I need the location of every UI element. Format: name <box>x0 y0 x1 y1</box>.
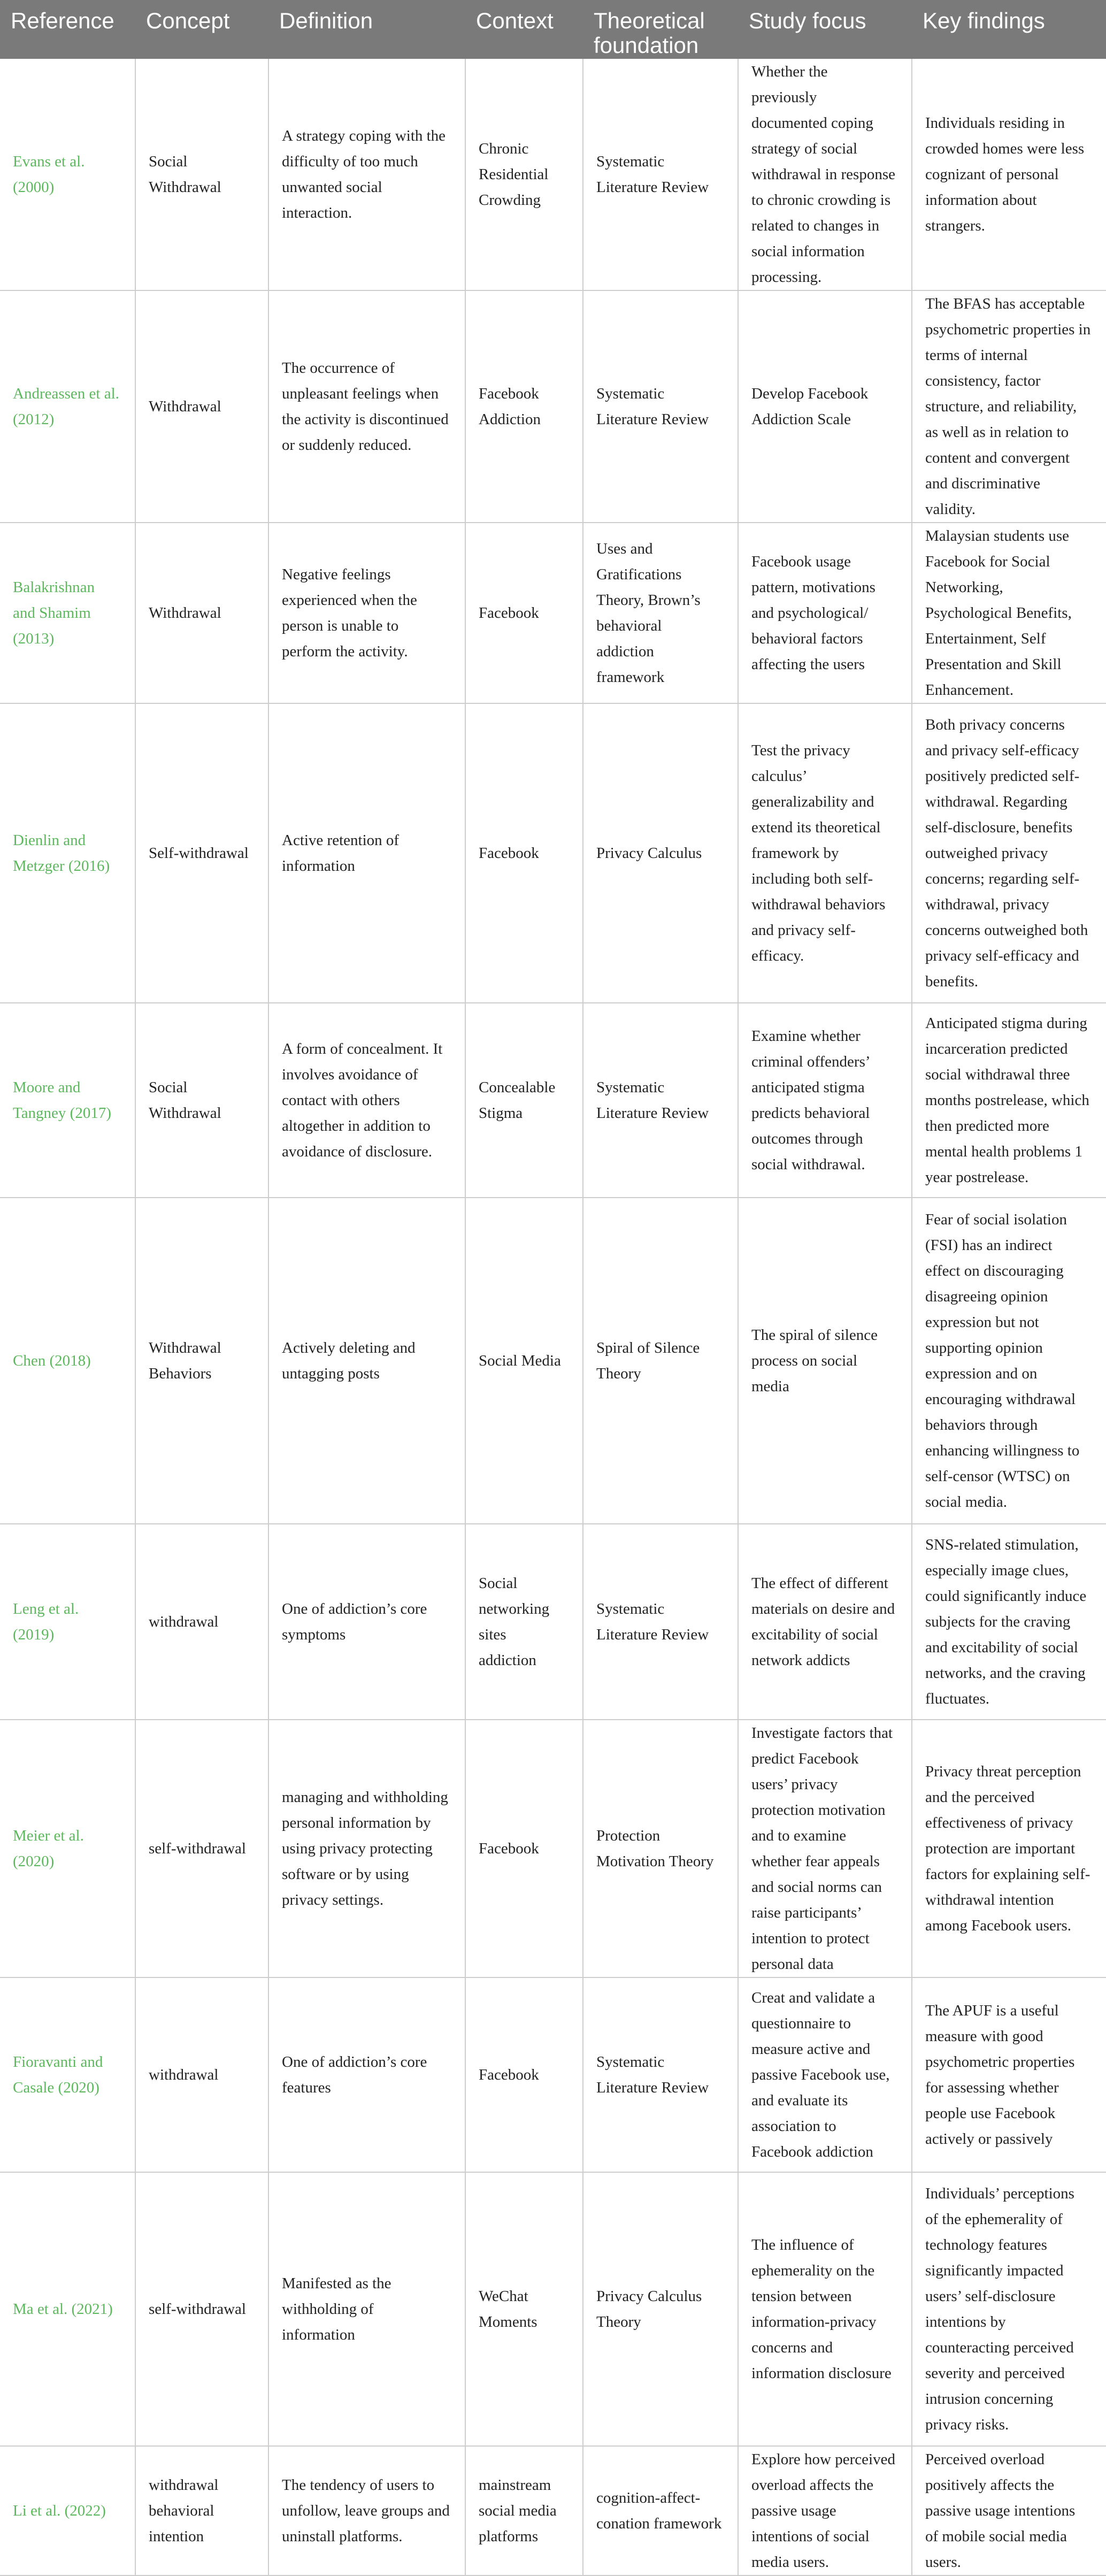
definition-cell: One of addiction’s core symptoms <box>268 1524 465 1720</box>
definition-cell: The occurrence of unpleasant feelings when the activity is discontinued or suddenly reduced. <box>268 290 465 523</box>
key-findings-cell: The BFAS has acceptable psychometric properties in terms of internal consistency, factor structure, and reliability, as well as in relation to content and convergent and discriminative validity. <box>912 290 1106 523</box>
key-findings-cell: Privacy threat perception and the perceived effectiveness of privacy protection are important factors for explaining self-withdrawal intention among Facebook users. <box>912 1720 1106 1977</box>
table-body <box>0 59 1106 2575</box>
concept-cell: Social Withdrawal <box>135 1003 268 1198</box>
key-findings-cell: Anticipated stigma during incarceration predicted social withdrawal three months postrelease, which then predicted more mental health problems 1 year postrelease. <box>912 1003 1106 1198</box>
table-row <box>0 2172 1106 2446</box>
table-row <box>0 59 1106 290</box>
foundation-cell: Systematic Literature Review <box>583 290 738 523</box>
reference-link[interactable]: Leng et al. (2019) <box>0 1524 135 1720</box>
context-cell: mainstream social media platforms <box>465 2446 583 2575</box>
concept-cell: withdrawal behavioral intention <box>135 2446 268 2575</box>
context-cell: Facebook <box>465 523 583 703</box>
study-focus-cell: Investigate factors that predict Facebook users’ privacy protection motivation and to examine whether fear appeals and social norms can raise participants’ intention to protect personal data <box>738 1720 912 1977</box>
table-row <box>0 1720 1106 1977</box>
study-focus-cell: Facebook usage pattern, motivations and psychological/ behavioral factors affecting the users <box>738 523 912 703</box>
reference-link[interactable]: Fioravanti and Casale (2020) <box>0 1977 135 2172</box>
definition-cell: The tendency of users to unfollow, leave groups and uninstall platforms. <box>268 2446 465 2575</box>
study-focus-cell: Whether the previously documented coping strategy of social withdrawal in response to chronic crowding is related to changes in social information processing. <box>738 59 912 290</box>
concept-cell: withdrawal <box>135 1524 268 1720</box>
concept-cell: Withdrawal <box>135 523 268 703</box>
key-findings-cell: Individuals’ perceptions of the ephemerality of technology features significantly impacted users’ self-disclosure intentions by counteracting perceived severity and perceived intrusion concerning privacy risks. <box>912 2172 1106 2446</box>
key-findings-cell: SNS-related stimulation, especially image clues, could significantly induce subjects for the craving and excitability of social networks, and the craving fluctuates. <box>912 1524 1106 1720</box>
foundation-cell: cognition-affect-conation framework <box>583 2446 738 2575</box>
table-row <box>0 1524 1106 1720</box>
table-row <box>0 1198 1106 1524</box>
key-findings-cell: Fear of social isolation (FSI) has an indirect effect on discouraging disagreeing opinion expression but not supporting opinion expression and on encouraging withdrawal behaviors through enhancing willingness to self-censor (WTSC) on social media. <box>912 1198 1106 1524</box>
concept-cell: Social Withdrawal <box>135 59 268 290</box>
foundation-cell: Systematic Literature Review <box>583 59 738 290</box>
study-focus-cell: Explore how perceived overload affects the passive usage intentions of social media users. <box>738 2446 912 2575</box>
concept-cell: withdrawal <box>135 1977 268 2172</box>
reference-link[interactable]: Andreassen et al. (2012) <box>0 290 135 523</box>
study-focus-cell: Test the privacy calculus’ generalizability and extend its theoretical framework by including both self-withdrawal behaviors and privacy self-efficacy. <box>738 703 912 1003</box>
header-context: Context <box>476 8 554 33</box>
context-cell: Facebook Addiction <box>465 290 583 523</box>
foundation-cell: Spiral of Silence Theory <box>583 1198 738 1524</box>
context-cell: Social Media <box>465 1198 583 1524</box>
definition-cell: Actively deleting and untagging posts <box>268 1198 465 1524</box>
key-findings-cell: Perceived overload positively affects the passive usage intentions of mobile social media users. <box>912 2446 1106 2575</box>
reference-link[interactable]: Ma et al. (2021) <box>0 2172 135 2446</box>
reference-link[interactable]: Balakrishnan and Shamim (2013) <box>0 523 135 703</box>
header-definition: Definition <box>279 8 373 33</box>
definition-cell: A form of concealment. It involves avoidance of contact with others altogether in addition to avoidance of disclosure. <box>268 1003 465 1198</box>
study-focus-cell: The spiral of silence process on social media <box>738 1198 912 1524</box>
reference-link[interactable]: Dienlin and Metzger (2016) <box>0 703 135 1003</box>
concept-cell: Withdrawal Behaviors <box>135 1198 268 1524</box>
key-findings-cell: Both privacy concerns and privacy self-efficacy positively predicted self-withdrawal. Regarding self-disclosure, benefits outweighed privacy concerns; regarding self-withdrawal, privacy concerns outweighed both privacy self-efficacy and benefits. <box>912 703 1106 1003</box>
foundation-cell: Uses and Gratifications Theory, Brown’s behavioral addiction framework <box>583 523 738 703</box>
reference-link[interactable]: Li et al. (2022) <box>0 2446 135 2575</box>
foundation-cell: Privacy Calculus <box>583 703 738 1003</box>
context-cell: Facebook <box>465 1977 583 2172</box>
foundation-cell: Systematic Literature Review <box>583 1003 738 1198</box>
header-key-findings: Key findings <box>923 8 1045 33</box>
reference-link[interactable]: Moore and Tangney (2017) <box>0 1003 135 1198</box>
definition-cell: A strategy coping with the difficulty of too much unwanted social interaction. <box>268 59 465 290</box>
concept-cell: Self-withdrawal <box>135 703 268 1003</box>
definition-cell: managing and withholding personal information by using privacy protecting software or by using privacy settings. <box>268 1720 465 1977</box>
study-focus-cell: The effect of different materials on desire and excitability of social network addicts <box>738 1524 912 1720</box>
header-row <box>0 0 1106 59</box>
reference-link[interactable]: Meier et al. (2020) <box>0 1720 135 1977</box>
key-findings-cell: Individuals residing in crowded homes were less cognizant of personal information about strangers. <box>912 59 1106 290</box>
concept-cell: self-withdrawal <box>135 1720 268 1977</box>
table-header <box>0 0 1106 59</box>
key-findings-cell: Malaysian students use Facebook for Social Networking, Psychological Benefits, Entertainment, Self Presentation and Skill Enhancement. <box>912 523 1106 703</box>
definition-cell: Negative feelings experienced when the person is unable to perform the activity. <box>268 523 465 703</box>
study-focus-cell: The influence of ephemerality on the tension between information-privacy concerns and information disclosure <box>738 2172 912 2446</box>
study-focus-cell: Examine whether criminal offenders’ anticipated stigma predicts behavioral outcomes through social withdrawal. <box>738 1003 912 1198</box>
context-cell: Facebook <box>465 703 583 1003</box>
table-row <box>0 703 1106 1003</box>
definition-cell: Manifested as the withholding of information <box>268 2172 465 2446</box>
foundation-cell: Systematic Literature Review <box>583 1977 738 2172</box>
context-cell: WeChat Moments <box>465 2172 583 2446</box>
table-row <box>0 1003 1106 1198</box>
header-study-focus: Study focus <box>749 8 866 33</box>
foundation-cell: Systematic Literature Review <box>583 1524 738 1720</box>
context-cell: Facebook <box>465 1720 583 1977</box>
table-row <box>0 290 1106 523</box>
concept-cell: Withdrawal <box>135 290 268 523</box>
table-row <box>0 1977 1106 2172</box>
foundation-cell: Privacy Calculus Theory <box>583 2172 738 2446</box>
foundation-cell: Protection Motivation Theory <box>583 1720 738 1977</box>
header-reference: Reference <box>11 8 114 33</box>
header-theoretical-foundation: Theoretical foundation <box>594 8 705 58</box>
context-cell: Concealable Stigma <box>465 1003 583 1198</box>
concept-cell: self-withdrawal <box>135 2172 268 2446</box>
definition-cell: Active retention of information <box>268 703 465 1003</box>
header-concept: Concept <box>146 8 230 33</box>
key-findings-cell: The APUF is a useful measure with good psychometric properties for assessing whether people use Facebook actively or passively <box>912 1977 1106 2172</box>
reference-link[interactable]: Chen (2018) <box>0 1198 135 1524</box>
table-row <box>0 523 1106 703</box>
context-cell: Social networking sites addiction <box>465 1524 583 1720</box>
definition-cell: One of addiction’s core features <box>268 1977 465 2172</box>
study-focus-cell: Develop Facebook Addiction Scale <box>738 290 912 523</box>
context-cell: Chronic Residential Crowding <box>465 59 583 290</box>
table-row <box>0 2446 1106 2575</box>
study-focus-cell: Creat and validate a questionnaire to measure active and passive Facebook use, and evaluate its association to Facebook addiction <box>738 1977 912 2172</box>
reference-link[interactable]: Evans et al. (2000) <box>0 59 135 290</box>
